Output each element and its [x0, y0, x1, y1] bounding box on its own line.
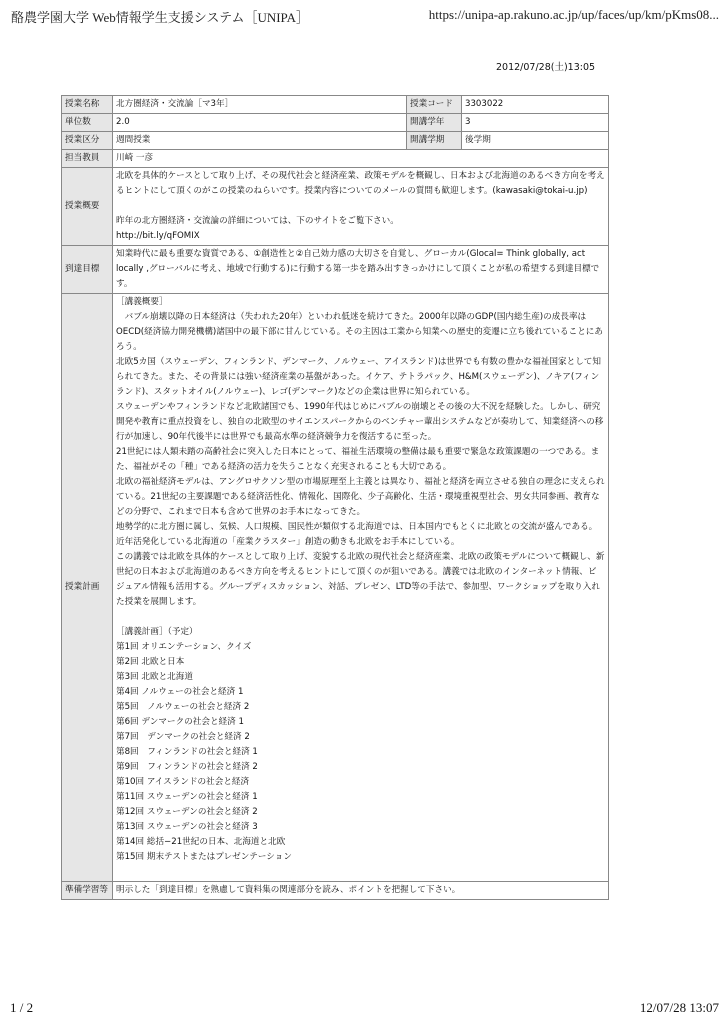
schedule-item: 第14回 総括−21世紀の日本、北海道と北欧 — [116, 837, 286, 847]
term-value: 後学期 — [462, 132, 609, 150]
plan-paragraph: スウェーデンやフィンランドなど北欧諸国でも、1990年代はじめにバブルの崩壊とその後の大不況を経験した。しかし、研究開発や教育に重点投資をし、独自の北欧型のサイエンスパークからのベンチャー輩出システムなどが奏功して、知業経済への移行が加速し、90年代後半には世界でも最高水準の経済競争力を復活するに至った。 — [116, 402, 604, 442]
overview-paragraph: 昨年の北方圏経済・交流論の詳細については、下のサイトをご覧下さい。 — [116, 216, 399, 226]
schedule-item: 第4回 ノルウェーの社会と経済 1 — [116, 687, 244, 697]
credits-value: 2.0 — [113, 114, 407, 132]
overview-value — [113, 168, 609, 246]
schedule-item: 第11回 スウェーデンの社会と経済 1 — [116, 792, 258, 802]
goal-value: 知業時代に最も重要な資質である、①創造性と②自己効力感の大切さを自覚し、グローカル(Glocal= Think globally, act locally ,グローバルに考え、地域で行動する)に行動する第一歩を踏み出すきっかけにして頂くことが私の希望する到達目標です。 — [113, 246, 609, 294]
course-info-table — [61, 95, 609, 900]
schedule-item: 第5回 ノルウェーの社会と経済 2 — [116, 702, 250, 712]
overview-paragraph: 北欧を具体的ケースとして取り上げ、その現代社会と経済産業、政策モデルを概観し、日本および北海道のあるべき方向を考えるヒントにして頂くのがこの授業のねらいです。授業内容についてのメールの質問も歓迎します。(kawasaki@tokai-u.jp) — [116, 171, 605, 196]
plan-paragraph: この講義では北欧を具体的ケースとして取り上げ、変貌する北欧の現代社会と経済産業、北欧の政策モデルについて概観し、新世紀の日本および北海道のあるべき方向を考えるヒントにして頂くのが狙いである。講義では北欧のインターネット情報、ビジュアル情報も活用する。グループディスカッション、対話、プレゼン、LTD等の手法で、参加型、ワークショップを取り入れた授業を展開します。 — [116, 552, 605, 607]
schedule-item: 第7回 デンマークの社会と経済 2 — [116, 732, 250, 742]
schedule-item: 第3回 北欧と北海道 — [116, 672, 193, 682]
schedule-item: 第15回 期末テストまたはプレゼンテーション — [116, 852, 292, 862]
course-name-value: 北方圏経済・交流論［マ3年］ — [113, 96, 407, 114]
row-course-name — [62, 96, 609, 114]
page-header-title: 酪農学園大学 Web情報学生支援システム［UNIPA］ — [11, 10, 309, 25]
goal-label: 到達目標 — [62, 246, 113, 294]
plan-paragraph: 21世紀には人類未踏の高齢社会に突入した日本にとって、福祉生活環境の整備は最も重要で緊急な政策課題の一つである。また、福祉がその「種」である経済の活力を失うことなく充実されることも大切である。 — [116, 447, 600, 472]
year-label: 開講学年 — [407, 114, 462, 132]
prep-value: 明示した「到達目標」を熟慮して資料集の関連部分を読み、ポイントを把握して下さい。 — [113, 882, 609, 900]
page-number: 1 / 2 — [10, 1000, 34, 1015]
row-goal — [62, 246, 609, 294]
course-name-label: 授業名称 — [62, 96, 113, 114]
schedule-item: 第2回 北欧と日本 — [116, 657, 185, 667]
plan-heading: ［講義概要］ — [116, 297, 168, 307]
type-value: 週間授業 — [113, 132, 407, 150]
plan-paragraph: 地勢学的に北方圏に属し、気候、人口規模、国民性が類似する北海道では、日本国内でもとくに北欧との交流が盛んである。近年活発化している北海道の「産業クラスター」創造の動きも北欧をお手本にしている。 — [116, 522, 598, 547]
schedule-item: 第8回 フィンランドの社会と経済 1 — [116, 747, 258, 757]
schedule-item: 第6回 デンマークの社会と経済 1 — [116, 717, 244, 727]
plan-paragraph: 北欧5カ国（スウェーデン、フィンランド、デンマーク、ノルウェー、アイスランド)は世界でも有数の豊かな福祉国家として知られてきた。また、その背景には強い経済産業の基盤があった。イケア、テトラパック、H&M(スウェーデン)、ノキア(フィンランド)、スタットオイル(ノルウェー)、レゴ(デンマーク)などの企業は世界に知られている。 — [116, 357, 601, 397]
row-plan — [62, 294, 609, 882]
course-code-value: 3303022 — [462, 96, 609, 114]
plan-paragraphs — [116, 310, 605, 610]
current-datetime: 2012/07/28(土)13:05 — [496, 62, 596, 73]
plan-paragraph: バブル崩壊以降の日本経済は（失われた20年）といわれ低迷を続けてきた。2000年以降のGDP(国内総生産)の成長率はOECD(経済協力開発機構)諸国中の最下部に甘んじている。その主因は工業から知業への歴史的変遷に立ち後れていることにあろう。 — [116, 312, 603, 352]
prep-label: 準備学習等 — [62, 882, 113, 900]
page-header-url: https://unipa-ap.rakuno.ac.jp/up/faces/up/km/pKms08... — [428, 7, 719, 22]
year-value: 3 — [462, 114, 609, 132]
credits-label: 単位数 — [62, 114, 113, 132]
schedule-heading: ［講義計画］（予定） — [116, 627, 198, 637]
schedule-item: 第9回 フィンランドの社会と経済 2 — [116, 762, 258, 772]
row-credits — [62, 114, 609, 132]
row-prep — [62, 882, 609, 900]
row-overview — [62, 168, 609, 246]
plan-paragraph: 北欧の福祉経済モデルは、アングロサクソン型の市場原理至上主義とは異なり、福祉と経済を両立させる独自の理念に支えられている。21世紀の主要課題である経済活性化、情報化、国際化、少子高齢化、生活・環境重視型社会、男女共同参画、教育などの分野で、これまで日本も含めて世界のお手本になってきた。 — [116, 477, 605, 517]
plan-label: 授業計画 — [62, 294, 113, 882]
term-label: 開講学期 — [407, 132, 462, 150]
overview-link[interactable]: http://bit.ly/qFOMIX — [116, 231, 200, 241]
schedule-item: 第10回 アイスランドの社会と経済 — [116, 777, 250, 787]
schedule-list — [116, 640, 605, 865]
course-code-label: 授業コード — [407, 96, 462, 114]
schedule-item: 第1回 オリエンテーション、クイズ — [116, 642, 252, 652]
row-type — [62, 132, 609, 150]
schedule-item: 第13回 スウェーデンの社会と経済 3 — [116, 822, 258, 832]
print-timestamp: 12/07/28 13:07 — [639, 1000, 719, 1015]
overview-label: 授業概要 — [62, 168, 113, 246]
schedule-item: 第12回 スウェーデンの社会と経済 2 — [116, 807, 258, 817]
row-teacher — [62, 150, 609, 168]
teacher-value: 川崎 一彦 — [113, 150, 609, 168]
plan-value — [113, 294, 609, 882]
teacher-label: 担当教員 — [62, 150, 113, 168]
type-label: 授業区分 — [62, 132, 113, 150]
